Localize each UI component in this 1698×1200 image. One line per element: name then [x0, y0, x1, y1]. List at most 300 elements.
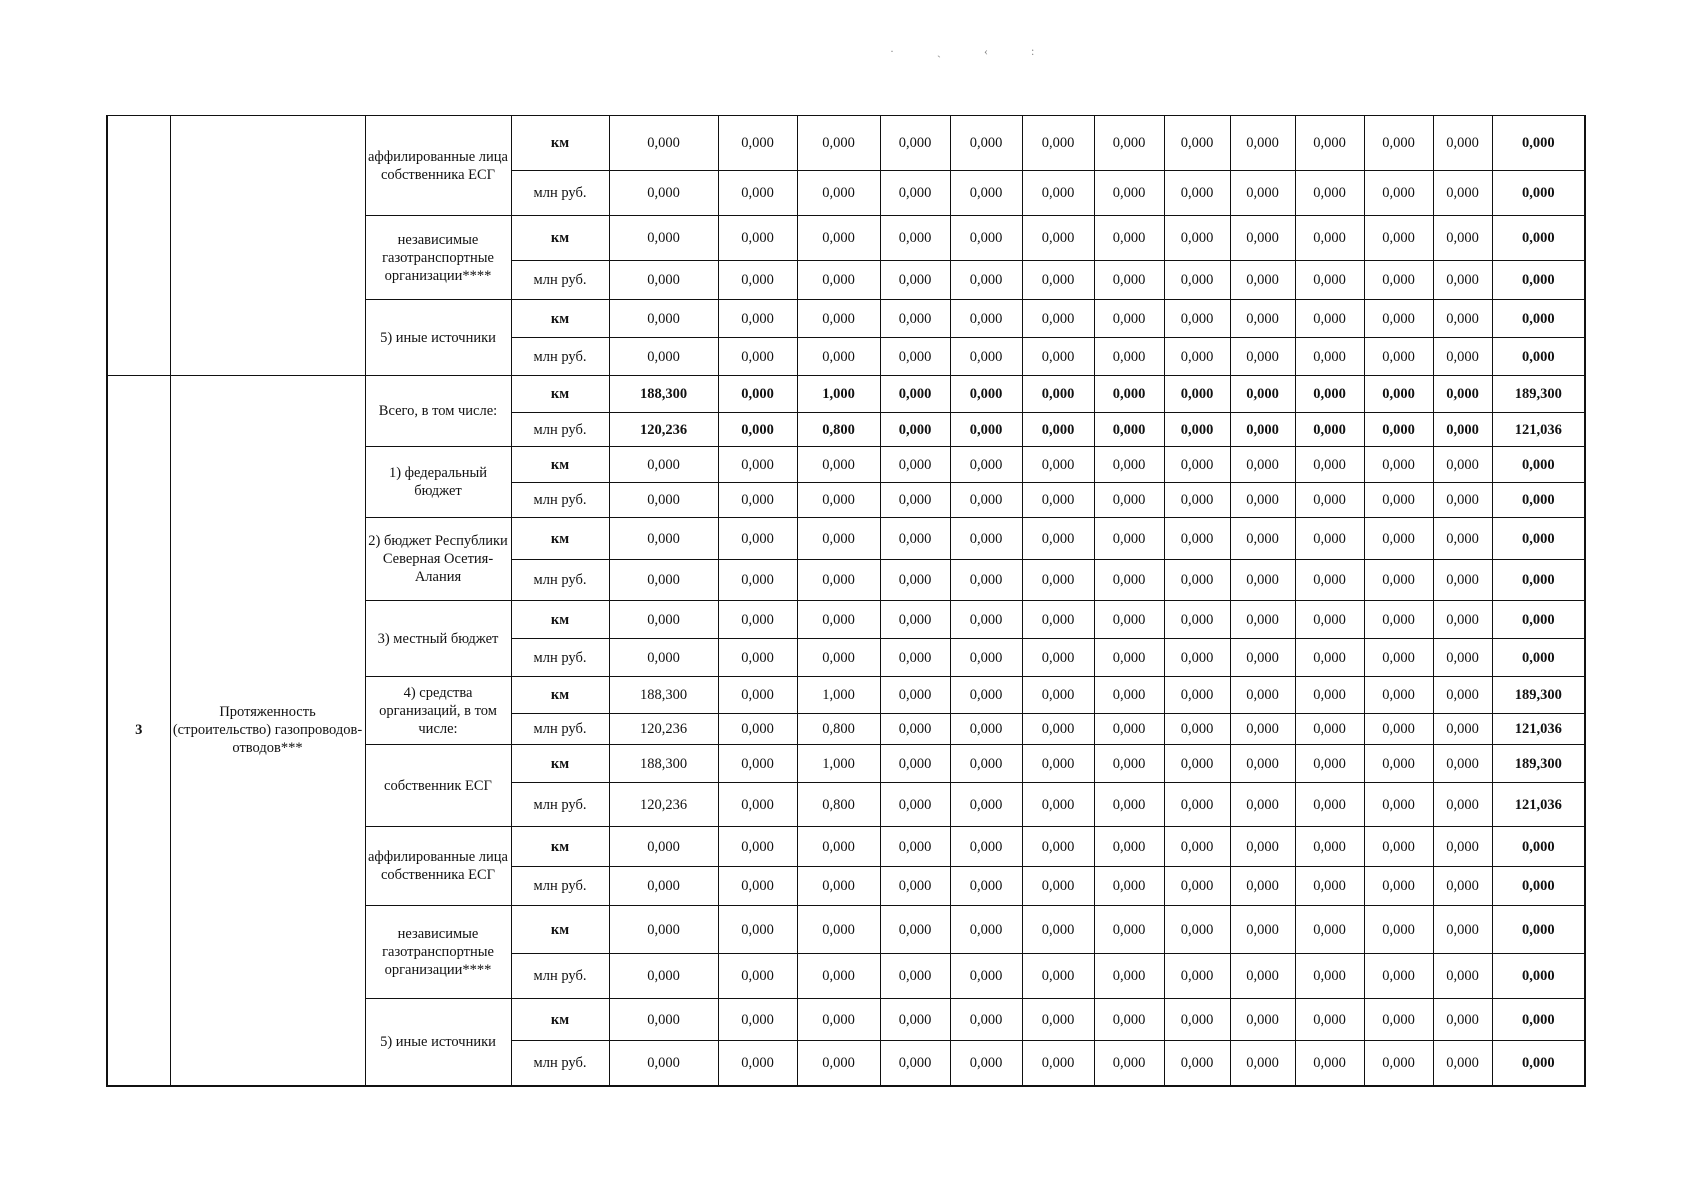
value-cell: 0,000 [1094, 1041, 1164, 1086]
value-cell: 0,000 [950, 639, 1022, 677]
value-cell: 0,000 [718, 954, 797, 999]
total-cell: 0,000 [1492, 116, 1585, 171]
value-cell: 0,000 [1164, 677, 1230, 714]
total-cell: 0,000 [1492, 447, 1585, 483]
value-cell: 0,000 [1164, 560, 1230, 601]
value-cell: 0,000 [1364, 413, 1433, 447]
value-cell: 0,000 [1022, 413, 1094, 447]
value-cell: 0,000 [1164, 376, 1230, 413]
value-cell: 0,000 [609, 518, 718, 560]
value-cell: 0,000 [718, 639, 797, 677]
value-cell: 0,000 [1094, 560, 1164, 601]
value-cell: 0,000 [797, 518, 880, 560]
value-cell: 0,000 [1164, 518, 1230, 560]
value-cell: 0,000 [1094, 216, 1164, 261]
value-cell: 0,000 [1433, 483, 1492, 518]
value-cell: 0,000 [609, 867, 718, 906]
value-cell: 0,000 [880, 745, 950, 783]
value-cell: 0,000 [1230, 338, 1295, 376]
value-cell: 0,000 [880, 261, 950, 300]
value-cell: 0,000 [880, 867, 950, 906]
table-row [107, 376, 1585, 413]
value-cell: 0,000 [1364, 560, 1433, 601]
value-cell: 0,000 [1433, 216, 1492, 261]
total-cell: 0,000 [1492, 171, 1585, 216]
value-cell: 0,000 [1433, 601, 1492, 639]
value-cell: 0,000 [718, 560, 797, 601]
value-cell: 0,000 [1295, 447, 1364, 483]
value-cell: 0,000 [1295, 867, 1364, 906]
value-cell: 0,000 [1295, 677, 1364, 714]
value-cell: 0,000 [718, 601, 797, 639]
value-cell: 0,000 [1164, 338, 1230, 376]
value-cell: 0,000 [609, 261, 718, 300]
value-cell: 0,000 [1295, 518, 1364, 560]
value-cell: 0,000 [1364, 261, 1433, 300]
value-cell: 0,000 [609, 338, 718, 376]
unit-cell: млн руб. [511, 483, 609, 518]
value-cell: 0,000 [1295, 999, 1364, 1041]
value-cell: 0,000 [1230, 827, 1295, 867]
value-cell: 0,000 [880, 677, 950, 714]
value-cell: 0,000 [1230, 483, 1295, 518]
value-cell: 0,000 [950, 338, 1022, 376]
value-cell: 0,000 [1164, 171, 1230, 216]
value-cell: 0,000 [1164, 216, 1230, 261]
unit-cell: км [511, 518, 609, 560]
value-cell: 0,000 [1022, 954, 1094, 999]
value-cell: 0,000 [1433, 1041, 1492, 1086]
value-cell: 0,000 [1230, 560, 1295, 601]
value-cell: 0,000 [880, 171, 950, 216]
value-cell: 0,000 [1433, 827, 1492, 867]
unit-cell: км [511, 447, 609, 483]
value-cell: 0,000 [1164, 999, 1230, 1041]
value-cell: 0,000 [797, 447, 880, 483]
value-cell: 0,000 [1230, 518, 1295, 560]
value-cell: 0,000 [1094, 827, 1164, 867]
value-cell: 0,000 [718, 1041, 797, 1086]
value-cell: 0,000 [880, 116, 950, 171]
value-cell: 0,800 [797, 413, 880, 447]
value-cell: 0,000 [1094, 783, 1164, 827]
value-cell: 0,000 [880, 216, 950, 261]
value-cell: 1,000 [797, 376, 880, 413]
value-cell: 0,000 [1433, 954, 1492, 999]
unit-cell: км [511, 300, 609, 338]
value-cell: 0,000 [950, 447, 1022, 483]
funding-source-label: собственник ЕСГ [365, 745, 511, 827]
value-cell: 0,000 [797, 216, 880, 261]
total-cell: 121,036 [1492, 413, 1585, 447]
value-cell: 0,000 [1433, 677, 1492, 714]
value-cell: 0,000 [1094, 413, 1164, 447]
value-cell: 0,000 [880, 639, 950, 677]
value-cell: 0,000 [1295, 954, 1364, 999]
unit-cell: км [511, 216, 609, 261]
value-cell: 0,000 [1230, 171, 1295, 216]
value-cell: 0,000 [1364, 116, 1433, 171]
value-cell: 0,000 [1022, 261, 1094, 300]
value-cell: 0,000 [1295, 171, 1364, 216]
value-cell: 0,000 [1230, 677, 1295, 714]
value-cell: 0,000 [797, 261, 880, 300]
value-cell: 0,000 [718, 483, 797, 518]
value-cell: 0,000 [1364, 300, 1433, 338]
unit-cell: км [511, 745, 609, 783]
value-cell: 120,236 [609, 413, 718, 447]
value-cell: 0,000 [1433, 338, 1492, 376]
value-cell: 0,000 [718, 906, 797, 954]
section-name: Протяженность (строительство) газопроводов-отводов*** [170, 376, 365, 1086]
total-cell: 121,036 [1492, 714, 1585, 745]
value-cell: 0,000 [950, 376, 1022, 413]
value-cell: 0,000 [797, 867, 880, 906]
total-cell: 0,000 [1492, 827, 1585, 867]
value-cell: 0,000 [1164, 261, 1230, 300]
value-cell: 0,000 [1295, 300, 1364, 338]
value-cell: 0,000 [718, 261, 797, 300]
funding-source-label: 5) иные источники [365, 300, 511, 376]
unit-cell: млн руб. [511, 560, 609, 601]
value-cell: 0,000 [950, 483, 1022, 518]
value-cell: 0,000 [718, 867, 797, 906]
value-cell: 0,000 [609, 601, 718, 639]
value-cell: 0,000 [1295, 376, 1364, 413]
value-cell: 0,000 [1364, 518, 1433, 560]
value-cell: 0,000 [1230, 1041, 1295, 1086]
value-cell: 0,000 [1295, 1041, 1364, 1086]
value-cell: 0,000 [1230, 867, 1295, 906]
value-cell: 0,000 [1433, 518, 1492, 560]
value-cell: 0,000 [1364, 827, 1433, 867]
value-cell: 0,000 [1433, 413, 1492, 447]
total-cell: 0,000 [1492, 999, 1585, 1041]
total-cell: 189,300 [1492, 677, 1585, 714]
value-cell: 0,000 [1164, 783, 1230, 827]
value-cell: 0,000 [797, 999, 880, 1041]
funding-source-label: независимые газотранспортные организации**** [365, 906, 511, 999]
value-cell: 0,000 [1230, 954, 1295, 999]
value-cell: 0,000 [880, 518, 950, 560]
value-cell: 0,000 [950, 560, 1022, 601]
total-cell: 0,000 [1492, 906, 1585, 954]
value-cell: 0,000 [797, 906, 880, 954]
value-cell: 0,000 [1094, 376, 1164, 413]
value-cell: 0,800 [797, 714, 880, 745]
value-cell: 0,000 [880, 300, 950, 338]
funding-source-label: 3) местный бюджет [365, 601, 511, 677]
value-cell: 0,000 [797, 639, 880, 677]
value-cell: 0,000 [718, 677, 797, 714]
value-cell: 0,000 [609, 999, 718, 1041]
value-cell: 0,000 [1364, 677, 1433, 714]
value-cell: 1,000 [797, 745, 880, 783]
unit-cell: км [511, 906, 609, 954]
value-cell: 0,000 [797, 483, 880, 518]
value-cell: 0,800 [797, 783, 880, 827]
value-cell: 0,000 [1364, 483, 1433, 518]
value-cell: 0,000 [718, 518, 797, 560]
value-cell: 0,000 [1295, 639, 1364, 677]
value-cell: 0,000 [1433, 376, 1492, 413]
value-cell: 0,000 [1094, 906, 1164, 954]
value-cell: 0,000 [1022, 447, 1094, 483]
value-cell: 0,000 [1433, 783, 1492, 827]
value-cell: 0,000 [1094, 714, 1164, 745]
value-cell: 0,000 [718, 999, 797, 1041]
value-cell: 0,000 [1433, 999, 1492, 1041]
value-cell: 0,000 [950, 827, 1022, 867]
total-cell: 0,000 [1492, 518, 1585, 560]
value-cell: 0,000 [1022, 639, 1094, 677]
value-cell: 0,000 [880, 447, 950, 483]
value-cell: 0,000 [950, 413, 1022, 447]
funding-table-wrapper [106, 115, 1586, 1087]
value-cell: 0,000 [1230, 413, 1295, 447]
value-cell: 0,000 [1164, 867, 1230, 906]
value-cell: 0,000 [797, 300, 880, 338]
unit-cell: км [511, 376, 609, 413]
value-cell: 0,000 [1230, 999, 1295, 1041]
value-cell: 0,000 [1433, 300, 1492, 338]
value-cell: 0,000 [1433, 560, 1492, 601]
value-cell: 0,000 [1230, 216, 1295, 261]
value-cell: 0,000 [950, 783, 1022, 827]
value-cell: 0,000 [1164, 745, 1230, 783]
value-cell: 0,000 [1164, 1041, 1230, 1086]
value-cell: 0,000 [1433, 639, 1492, 677]
value-cell: 0,000 [1364, 639, 1433, 677]
total-cell: 0,000 [1492, 560, 1585, 601]
value-cell: 0,000 [1022, 783, 1094, 827]
value-cell: 0,000 [880, 376, 950, 413]
value-cell: 1,000 [797, 677, 880, 714]
funding-source-label: аффилированные лица собственника ЕСГ [365, 116, 511, 216]
value-cell: 0,000 [1364, 906, 1433, 954]
value-cell: 0,000 [609, 216, 718, 261]
value-cell: 0,000 [1364, 999, 1433, 1041]
funding-source-label: Всего, в том числе: [365, 376, 511, 447]
value-cell: 120,236 [609, 714, 718, 745]
total-cell: 0,000 [1492, 867, 1585, 906]
value-cell: 0,000 [797, 560, 880, 601]
value-cell: 0,000 [609, 1041, 718, 1086]
funding-source-label: 5) иные источники [365, 999, 511, 1086]
value-cell: 0,000 [1094, 639, 1164, 677]
unit-cell: км [511, 999, 609, 1041]
value-cell: 0,000 [1230, 745, 1295, 783]
value-cell: 0,000 [1295, 261, 1364, 300]
value-cell: 0,000 [718, 783, 797, 827]
value-cell: 0,000 [1295, 906, 1364, 954]
value-cell: 0,000 [1094, 171, 1164, 216]
total-cell: 0,000 [1492, 261, 1585, 300]
value-cell: 0,000 [1230, 261, 1295, 300]
value-cell: 0,000 [718, 745, 797, 783]
value-cell: 0,000 [1164, 639, 1230, 677]
unit-cell: млн руб. [511, 867, 609, 906]
value-cell: 0,000 [1230, 906, 1295, 954]
value-cell: 0,000 [1094, 954, 1164, 999]
value-cell: 0,000 [1022, 1041, 1094, 1086]
value-cell: 0,000 [1094, 999, 1164, 1041]
value-cell: 0,000 [950, 867, 1022, 906]
value-cell: 0,000 [1022, 300, 1094, 338]
value-cell: 0,000 [950, 216, 1022, 261]
value-cell: 0,000 [1022, 601, 1094, 639]
value-cell: 0,000 [1364, 783, 1433, 827]
value-cell: 0,000 [609, 447, 718, 483]
value-cell: 0,000 [609, 171, 718, 216]
value-cell: 0,000 [1094, 483, 1164, 518]
value-cell: 0,000 [880, 413, 950, 447]
value-cell: 0,000 [1295, 601, 1364, 639]
value-cell: 0,000 [1295, 413, 1364, 447]
value-cell: 0,000 [880, 999, 950, 1041]
value-cell: 0,000 [880, 483, 950, 518]
total-cell: 0,000 [1492, 216, 1585, 261]
unit-cell: км [511, 116, 609, 171]
value-cell: 0,000 [1433, 906, 1492, 954]
value-cell: 0,000 [1164, 601, 1230, 639]
value-cell: 0,000 [1230, 639, 1295, 677]
value-cell: 0,000 [950, 999, 1022, 1041]
value-cell: 0,000 [880, 1041, 950, 1086]
value-cell: 0,000 [1295, 745, 1364, 783]
funding-table [106, 115, 1586, 1087]
value-cell: 0,000 [1364, 447, 1433, 483]
value-cell: 0,000 [609, 954, 718, 999]
value-cell: 0,000 [718, 447, 797, 483]
value-cell: 0,000 [1022, 714, 1094, 745]
value-cell: 0,000 [1022, 745, 1094, 783]
unit-cell: млн руб. [511, 639, 609, 677]
total-cell: 0,000 [1492, 338, 1585, 376]
value-cell: 0,000 [718, 338, 797, 376]
funding-source-label: аффилированные лица собственника ЕСГ [365, 827, 511, 906]
unit-cell: млн руб. [511, 954, 609, 999]
value-cell: 0,000 [1230, 783, 1295, 827]
value-cell: 0,000 [718, 413, 797, 447]
value-cell: 0,000 [1295, 714, 1364, 745]
value-cell: 0,000 [1230, 300, 1295, 338]
value-cell: 0,000 [1230, 714, 1295, 745]
value-cell: 0,000 [1022, 376, 1094, 413]
value-cell: 0,000 [880, 560, 950, 601]
value-cell: 0,000 [1164, 413, 1230, 447]
value-cell: 0,000 [880, 714, 950, 745]
value-cell: 0,000 [718, 300, 797, 338]
total-cell: 0,000 [1492, 300, 1585, 338]
value-cell: 188,300 [609, 376, 718, 413]
value-cell: 0,000 [609, 639, 718, 677]
value-cell: 0,000 [1230, 447, 1295, 483]
value-cell: 0,000 [1022, 906, 1094, 954]
value-cell: 0,000 [1433, 171, 1492, 216]
value-cell: 0,000 [1364, 745, 1433, 783]
value-cell: 0,000 [1230, 376, 1295, 413]
scan-marks: · ˎ ‹ : [890, 44, 1055, 58]
value-cell: 0,000 [880, 783, 950, 827]
value-cell: 0,000 [950, 954, 1022, 999]
value-cell: 0,000 [1364, 171, 1433, 216]
value-cell: 0,000 [880, 338, 950, 376]
value-cell: 0,000 [718, 714, 797, 745]
value-cell: 120,236 [609, 783, 718, 827]
unit-cell: млн руб. [511, 338, 609, 376]
value-cell: 0,000 [950, 300, 1022, 338]
value-cell: 0,000 [1295, 338, 1364, 376]
value-cell: 0,000 [1295, 483, 1364, 518]
value-cell: 0,000 [880, 954, 950, 999]
value-cell: 0,000 [797, 171, 880, 216]
value-cell: 0,000 [1164, 827, 1230, 867]
value-cell: 0,000 [1022, 216, 1094, 261]
unit-cell: км [511, 827, 609, 867]
section-index: 3 [107, 376, 170, 1086]
total-cell: 0,000 [1492, 954, 1585, 999]
value-cell: 0,000 [718, 216, 797, 261]
funding-source-label: 2) бюджет Республики Северная Осетия-Алания [365, 518, 511, 601]
value-cell: 0,000 [1164, 116, 1230, 171]
unit-cell: млн руб. [511, 171, 609, 216]
value-cell: 0,000 [718, 376, 797, 413]
value-cell: 0,000 [1433, 867, 1492, 906]
value-cell: 0,000 [1230, 116, 1295, 171]
value-cell: 0,000 [1022, 518, 1094, 560]
value-cell: 0,000 [1094, 261, 1164, 300]
table-row [107, 116, 1585, 171]
row-name-cell [170, 116, 365, 376]
value-cell: 0,000 [609, 906, 718, 954]
value-cell: 0,000 [1022, 999, 1094, 1041]
value-cell: 0,000 [950, 601, 1022, 639]
value-cell: 0,000 [1094, 300, 1164, 338]
unit-cell: млн руб. [511, 261, 609, 300]
value-cell: 0,000 [1094, 867, 1164, 906]
value-cell: 0,000 [1364, 714, 1433, 745]
funding-source-label: независимые газотранспортные организации**** [365, 216, 511, 300]
value-cell: 0,000 [1164, 483, 1230, 518]
value-cell: 0,000 [609, 827, 718, 867]
value-cell: 0,000 [1094, 518, 1164, 560]
unit-cell: млн руб. [511, 413, 609, 447]
unit-cell: км [511, 601, 609, 639]
value-cell: 0,000 [1433, 745, 1492, 783]
value-cell: 0,000 [1094, 338, 1164, 376]
value-cell: 0,000 [797, 116, 880, 171]
value-cell: 0,000 [1364, 1041, 1433, 1086]
value-cell: 0,000 [797, 338, 880, 376]
total-cell: 0,000 [1492, 639, 1585, 677]
value-cell: 0,000 [718, 116, 797, 171]
total-cell: 189,300 [1492, 745, 1585, 783]
value-cell: 0,000 [1364, 216, 1433, 261]
value-cell: 0,000 [1022, 827, 1094, 867]
total-cell: 189,300 [1492, 376, 1585, 413]
total-cell: 121,036 [1492, 783, 1585, 827]
unit-cell: млн руб. [511, 783, 609, 827]
value-cell: 0,000 [1433, 447, 1492, 483]
value-cell: 0,000 [609, 300, 718, 338]
row-index-cell [107, 116, 170, 376]
value-cell: 0,000 [609, 560, 718, 601]
value-cell: 0,000 [1094, 447, 1164, 483]
value-cell: 0,000 [950, 906, 1022, 954]
value-cell: 0,000 [1164, 906, 1230, 954]
unit-cell: млн руб. [511, 1041, 609, 1086]
